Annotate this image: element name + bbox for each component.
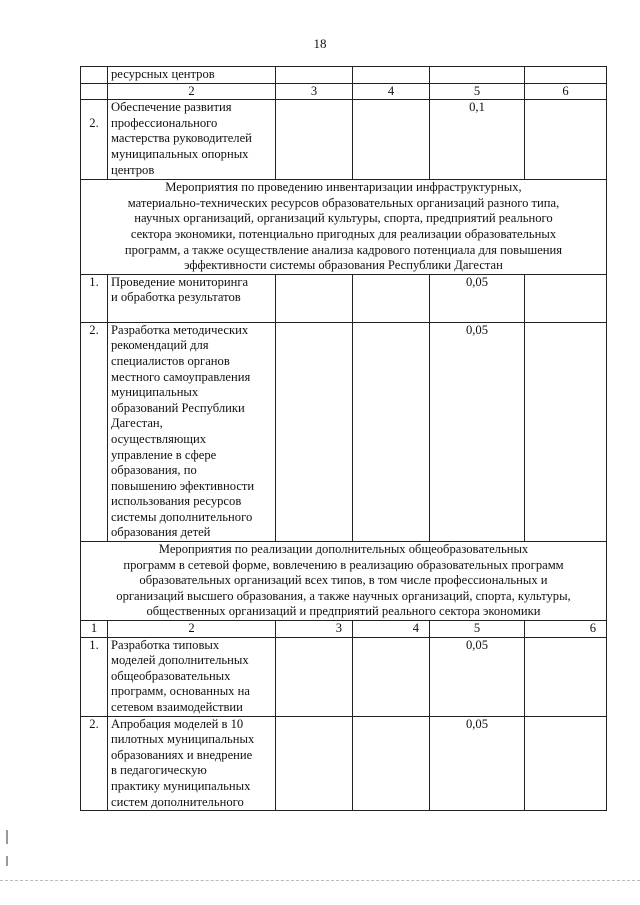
column-number-row <box>81 83 607 100</box>
cell-value: 0,05 <box>430 637 525 716</box>
cell-description: Проведение мониторинга и обработка результатов <box>108 274 276 322</box>
row-number: 2. <box>81 322 108 541</box>
row-number: 2. <box>81 100 108 180</box>
cell-description: Апробация моделей в 10 пилотных муниципальных образованиях и внедрение в педагогическую практику муниципальных систем дополнительного <box>108 716 276 811</box>
table-row <box>81 274 607 322</box>
scan-edge-mark <box>6 856 8 866</box>
scan-artifact-line <box>0 880 640 882</box>
cell-description: Разработка типовых моделей дополнительных общеобразовательных программ, основанных на сетевом взаимодействии <box>108 637 276 716</box>
column-number: 2 <box>108 621 276 638</box>
table-row <box>81 100 607 180</box>
column-number: 6 <box>525 83 607 100</box>
column-number: 5 <box>430 621 525 638</box>
column-number: 6 <box>525 621 607 638</box>
column-number: 4 <box>353 621 430 638</box>
cell-description: ресурсных центров <box>108 67 276 84</box>
table-row <box>81 637 607 716</box>
table-row <box>81 322 607 541</box>
cell-description: Разработка методических рекомендаций для специалистов органов местного самоуправления муниципальных образований Республики Дагестан, осуществляющих управление в сфере образования, по повышению эфективности использования ресурсов системы дополнительного образования детей <box>108 322 276 541</box>
table-row <box>81 67 607 84</box>
section-heading: Мероприятия по реализации дополнительных общеобразовательных программ в сетевой форме, вовлечению в реализацию образовательных программ образовательных организаций всех типов, в том числе профессиональных и организаций высшего образования, а также научных организаций, спорта, культуры, общественных организаций и предприятий реального сектора экономики <box>81 542 607 621</box>
page-number: 18 <box>313 36 327 51</box>
column-number: 1 <box>81 621 108 638</box>
column-number-row <box>81 621 607 638</box>
measures-table <box>80 66 607 811</box>
section-heading-row <box>81 180 607 275</box>
section-heading-row <box>81 542 607 621</box>
row-number: 1. <box>81 637 108 716</box>
section-heading: Мероприятия по проведению инвентаризации инфраструктурных, материально-технических ресурсов образовательных организаций разного типа, научных организаций, организаций культуры, спорта, предприятий реального сектора экономики, потенциально пригодных для реализации образовательных программ, а также осуществление анализа кадрового потенциала для повышения эффективности системы образования Республики Дагестан <box>81 180 607 275</box>
column-number: 5 <box>430 83 525 100</box>
column-number: 4 <box>353 83 430 100</box>
cell-description: Обеспечение развития профессионального мастерства руководителей муниципальных опорных центров <box>108 100 276 180</box>
cell-value: 0,1 <box>430 100 525 180</box>
column-number: 3 <box>276 83 353 100</box>
cell-value: 0,05 <box>430 322 525 541</box>
scan-edge-mark <box>6 830 8 844</box>
row-number: 2. <box>81 716 108 811</box>
column-number: 2 <box>108 83 276 100</box>
row-number: 1. <box>81 274 108 322</box>
column-number: 3 <box>276 621 353 638</box>
cell-value: 0,05 <box>430 274 525 322</box>
cell-value: 0,05 <box>430 716 525 811</box>
table-row <box>81 716 607 811</box>
